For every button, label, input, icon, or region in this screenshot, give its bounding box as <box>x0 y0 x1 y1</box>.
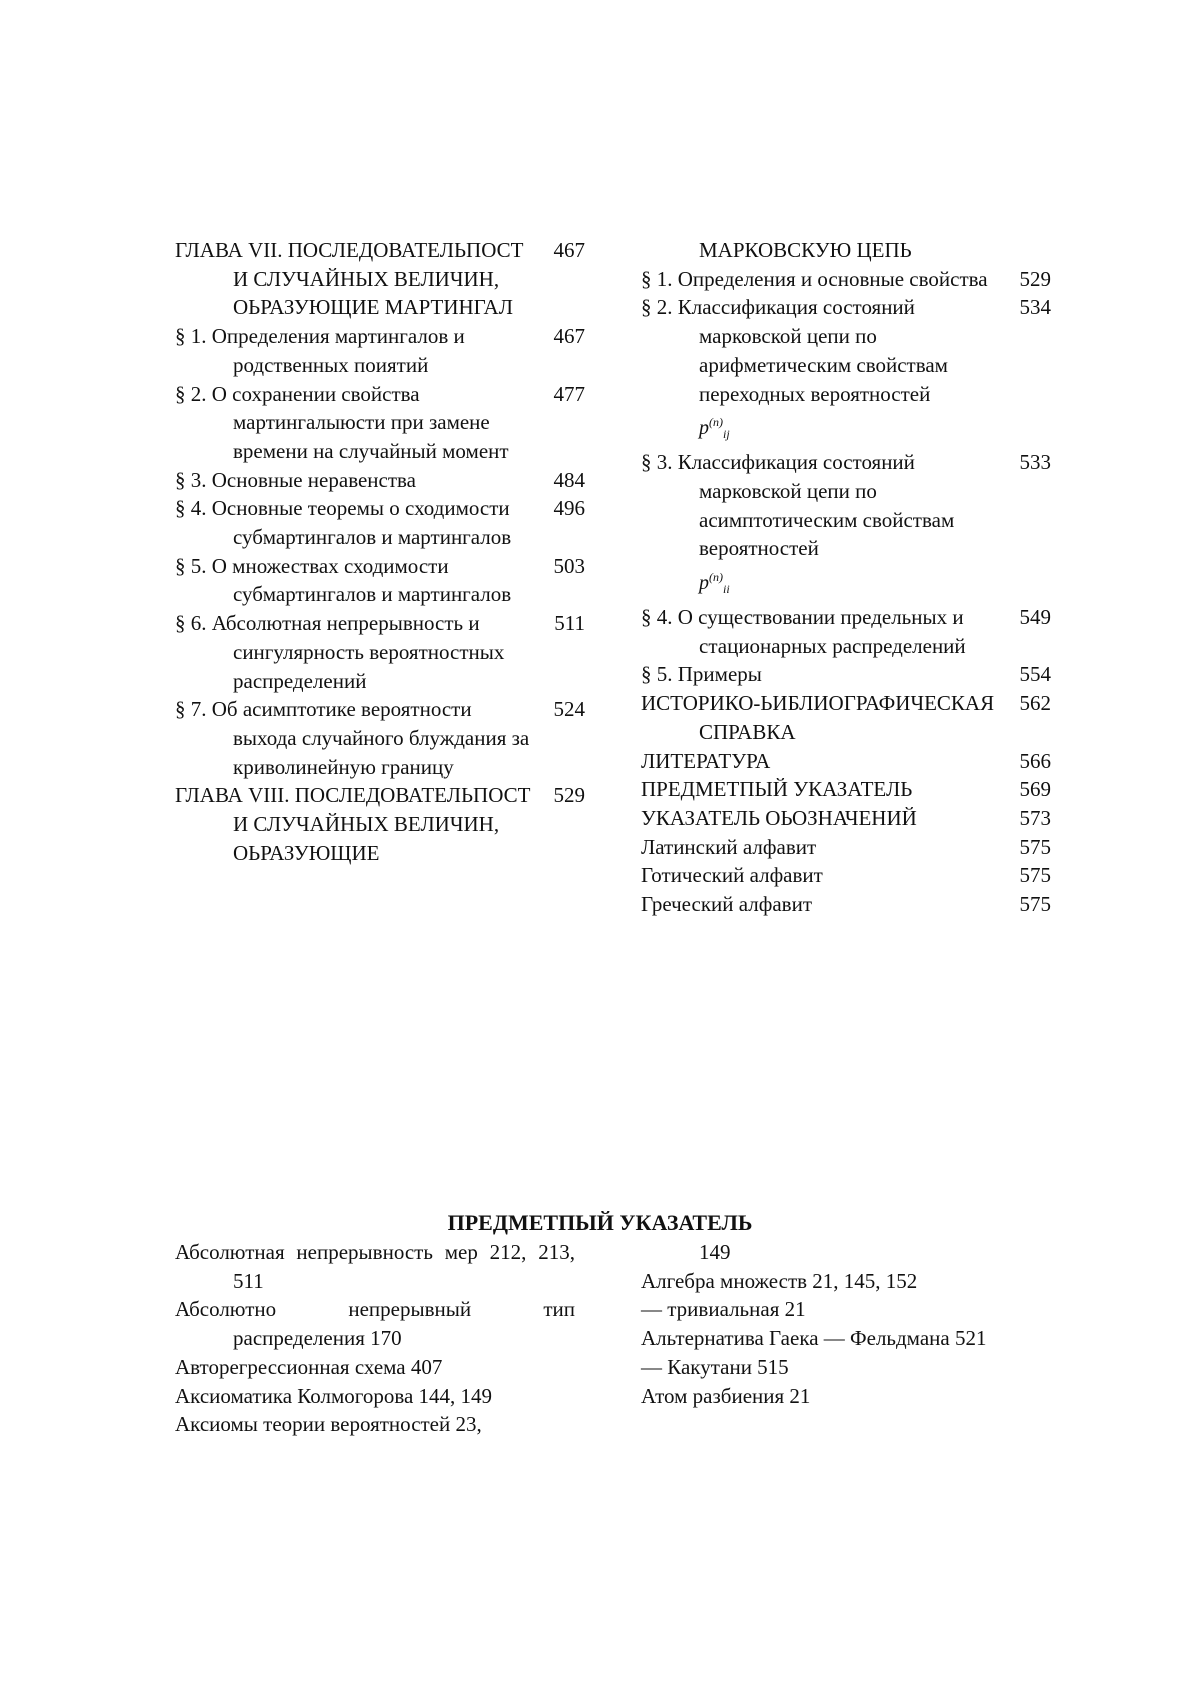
toc-entry <box>641 293 1051 448</box>
formula-superscript: (n) <box>709 415 723 430</box>
toc-entry-title: § 5. Примеры <box>641 662 762 687</box>
toc-entry-title: ИСТОРИКО-ЬИБЛИОГРАФИЧЕСКАЯ СПРАВКА <box>641 691 995 744</box>
toc-entry <box>641 689 1051 746</box>
toc-entry-title-text: § 2. Классификация состояний марковской цепи по арифметическим свойствам переходных вероятностей <box>641 295 948 406</box>
toc-entry-title: § 6. Абсолютная непрерывность и сингулярность вероятностных распределений <box>175 611 505 693</box>
toc-entry <box>641 236 1051 265</box>
toc-entry-title: § 7. Об асимптотике вероятности выхода случайного блуждания за криволинейную границу <box>175 697 530 779</box>
index-left-column <box>175 1238 575 1439</box>
formula-subscript: ii <box>723 582 730 597</box>
toc-entry-page: 484 <box>553 467 585 492</box>
toc-entry-title: § 5. О множествах сходимости субмартингалов и мартингалов <box>175 553 512 607</box>
toc-entry-page: 549 <box>1019 605 1051 630</box>
index-entry: Аксиомы теории вероятностей 23, <box>175 1412 482 1437</box>
toc-entry-page: 534 <box>1019 295 1051 320</box>
toc-entry <box>641 775 1051 804</box>
toc-entry-title <box>641 293 999 448</box>
index-entry: Альтернатива Гаека — Фельдмана 521 <box>641 1326 987 1351</box>
toc-entry-page: 503 <box>553 553 585 578</box>
toc-entry <box>175 236 585 322</box>
index-entry: Атом разбиения 21 <box>641 1383 811 1408</box>
formula-superscript: (n) <box>709 570 723 585</box>
toc-entry <box>641 804 1051 833</box>
toc-entry <box>175 466 585 495</box>
transition-probability-formula <box>699 563 999 603</box>
toc-entry-page: 496 <box>553 496 585 521</box>
toc-right-column <box>641 236 1051 919</box>
toc-entry-page: 562 <box>1019 691 1051 716</box>
index-entry-continuation: 149 <box>699 1240 731 1264</box>
toc-entry <box>641 747 1051 776</box>
toc-entry-title: ПРЕДМЕТПЫЙ УКАЗАТЕЛЬ <box>641 777 913 802</box>
toc-entry-title: ЛИТЕРАТУРА <box>641 748 771 773</box>
index-entry: — тривиальная 21 <box>641 1297 806 1322</box>
formula-symbol: p <box>699 417 709 440</box>
toc-entry <box>175 552 585 609</box>
subject-index-title: ПРЕДМЕТПЫЙ УКАЗАТЕЛЬ <box>447 1210 753 1235</box>
toc-entry-page: 467 <box>553 238 585 262</box>
toc-entry-title: § 4. О существовании предельных и стационарных распределений <box>641 605 966 658</box>
index-right-column <box>641 1238 1041 1410</box>
toc-entry-title <box>641 448 999 603</box>
toc-entry-title: Греческий алфавит <box>641 892 813 917</box>
toc-entry <box>175 695 585 781</box>
toc-entry-page: 575 <box>1019 834 1051 859</box>
toc-entry <box>641 890 1051 919</box>
toc-entry-page: 529 <box>1019 266 1051 291</box>
toc-entry <box>641 603 1051 660</box>
toc-entry-title: § 1. Определения мартингалов и родственных поиятий <box>175 324 465 377</box>
toc-entry-title: МАРКОВСКУЮ ЦЕПЬ <box>699 238 912 262</box>
toc-entry-title-text: § 3. Классификация состояний марковской цепи по асимптотическим свойствам вероятностей <box>641 450 955 561</box>
index-entry: — Какутани 515 <box>641 1354 789 1379</box>
toc-entry-title: УКАЗАТЕЛЬ ОЬОЗНАЧЕНИЙ <box>641 805 917 830</box>
toc-entry <box>641 833 1051 862</box>
toc-entry-page: 467 <box>553 324 585 349</box>
index-entry: Аксиоматика Колмогорова 144, 149 <box>175 1383 493 1408</box>
toc-entry <box>175 781 585 867</box>
index-entry: Абсолютная непрерывность мер 212, 213, 511 <box>175 1240 575 1293</box>
toc-entry-page: 569 <box>1019 777 1051 802</box>
toc-entry <box>175 380 585 466</box>
toc-entry-page: 573 <box>1019 805 1051 830</box>
toc-entry-title: Готический алфавит <box>641 863 823 888</box>
toc-entry-title: ГЛАВА VII. ПОСЛЕДОВАТЕЛЬПОСТ И СЛУЧАЙНЫХ ВЕЛИЧИН, ОЬРАЗУЮЩИЕ МАРТИНГАЛ <box>175 238 524 320</box>
toc-entry-page: 575 <box>1019 892 1051 917</box>
toc-entry <box>641 448 1051 603</box>
toc-entry-title: § 4. Основные теоремы о сходимости субмартингалов и мартингалов <box>175 496 512 550</box>
toc-entry <box>175 494 585 551</box>
toc-entry-title: § 3. Основные неравенства <box>175 467 416 492</box>
toc-entry-page: 524 <box>553 697 585 722</box>
toc-entry <box>641 265 1051 294</box>
toc-entry-page: 533 <box>1019 450 1051 475</box>
toc-entry-page: 477 <box>553 381 585 406</box>
toc-left-column <box>175 236 585 867</box>
toc-entry-title: ГЛАВА VIII. ПОСЛЕДОВАТЕЛЬПОСТ И СЛУЧАЙНЫХ ВЕЛИЧИН, ОЬРАЗУЮЩИЕ <box>175 783 531 865</box>
index-entry: Абсолютно непрерывный тип распределения 170 <box>175 1297 575 1351</box>
toc-entry-page: 554 <box>1019 662 1051 687</box>
toc-entry-page: 575 <box>1019 863 1051 888</box>
formula-symbol: p <box>699 572 709 595</box>
index-entry: Алгебра множеств 21, 145, 152 <box>641 1268 918 1293</box>
toc-entry <box>641 660 1051 689</box>
toc-entry-page: 529 <box>553 783 585 808</box>
transition-probability-formula <box>699 408 999 448</box>
toc-entry <box>175 322 585 379</box>
toc-entry <box>641 861 1051 890</box>
toc-entry-title: Латинский алфавит <box>641 834 817 859</box>
toc-entry-title: § 2. О сохранении свойства мартингалыюсти при замене времени на случайный момент <box>175 381 509 463</box>
index-entry: Авторегрессионная схема 407 <box>175 1354 443 1379</box>
toc-entry <box>175 609 585 695</box>
toc-entry-page: 566 <box>1019 748 1051 773</box>
toc-entry-title: § 1. Определения и основные свойства <box>641 266 988 291</box>
formula-subscript: ij <box>723 427 730 442</box>
toc-entry-page: 511 <box>554 611 585 636</box>
